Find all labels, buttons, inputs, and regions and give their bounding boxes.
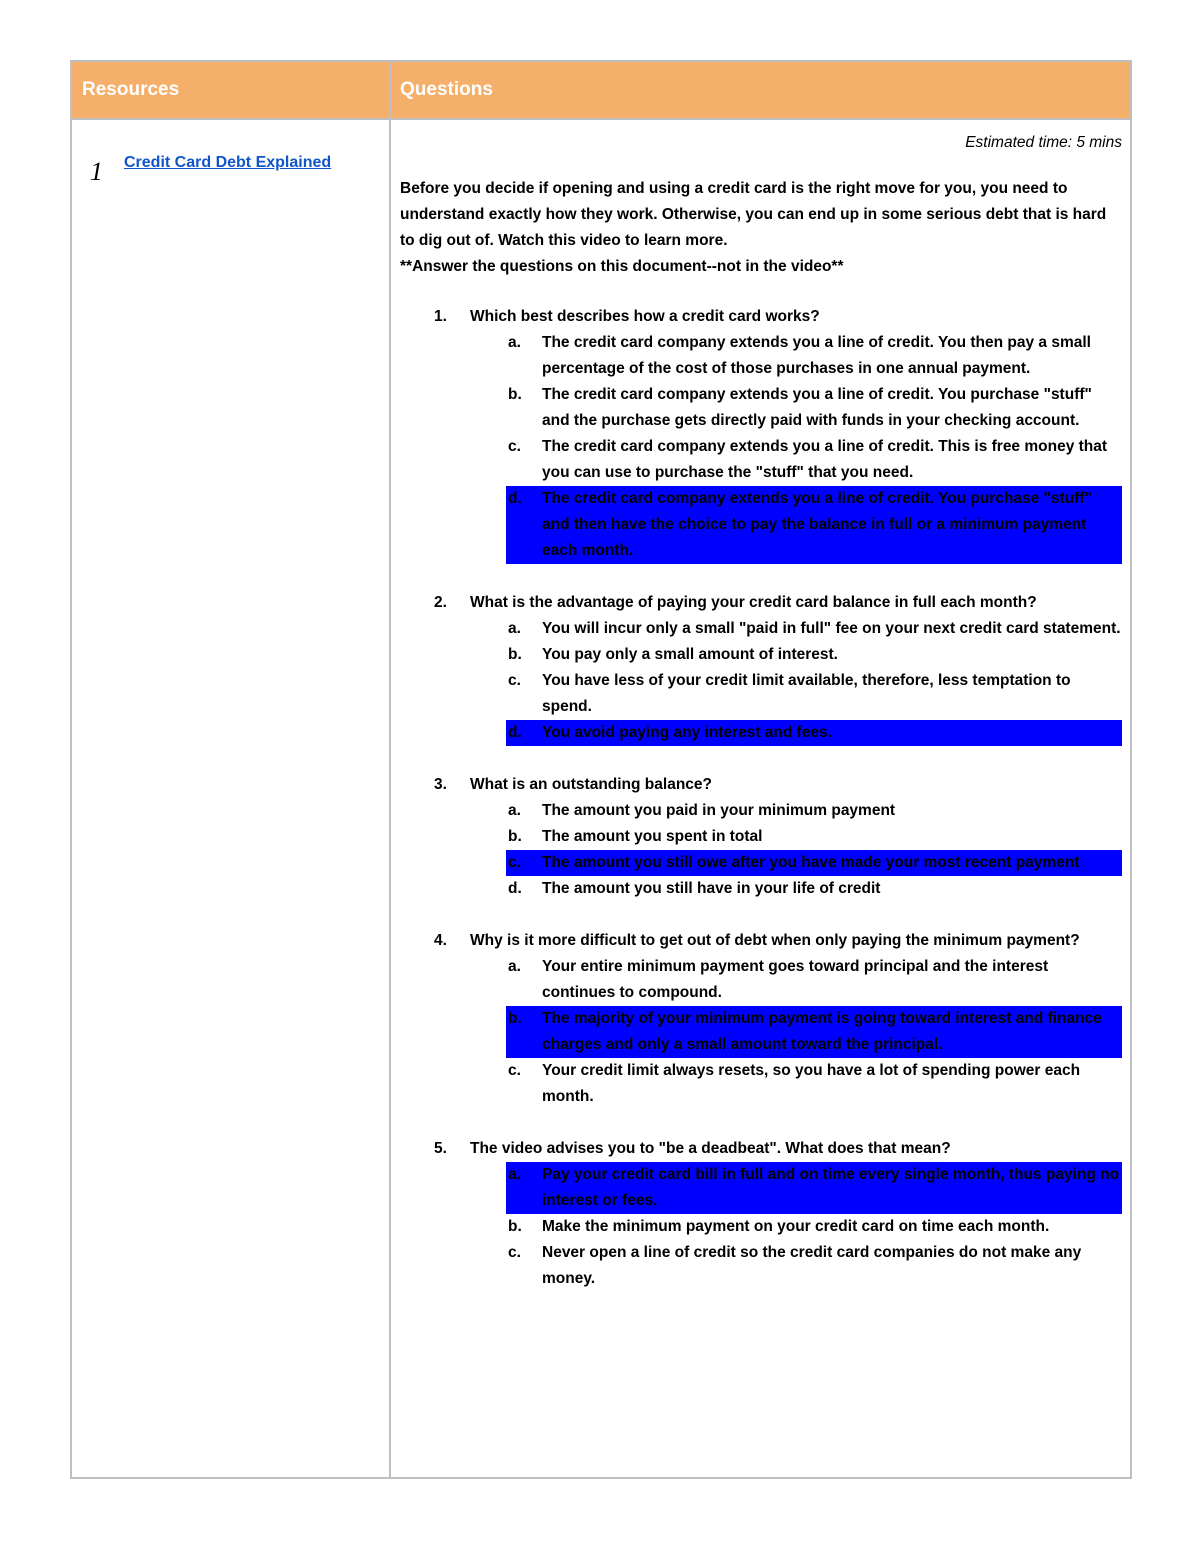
option-text: Your entire minimum payment goes toward principal and the interest continues to compound.: [542, 958, 1049, 1001]
worksheet-table: [70, 60, 1132, 1479]
answer-options: [470, 954, 1122, 1110]
answer-option: [470, 668, 1122, 720]
option-letter: a.: [508, 334, 521, 351]
question-number: 4.: [434, 932, 447, 949]
question-text: Why is it more difficult to get out of debt when only paying the minimum payment?: [470, 932, 1080, 949]
question-number: 2.: [434, 594, 447, 611]
option-text: The credit card company extends you a line of credit. This is free money that you can use to purchase the "stuff" that you need.: [542, 438, 1108, 481]
estimated-time: Estimated time: 5 mins: [965, 134, 1122, 151]
questions-list: [400, 304, 1122, 1292]
answer-option: [470, 382, 1122, 434]
answer-options: [470, 1162, 1122, 1292]
resources-column-header: Resources: [82, 79, 180, 100]
question-item: [400, 1136, 1122, 1292]
option-letter: b.: [508, 646, 522, 663]
option-letter: c.: [508, 672, 521, 689]
answer-option-highlighted: [506, 1162, 1122, 1214]
question-item: [400, 590, 1122, 746]
question-item: [400, 304, 1122, 564]
answer-options: [470, 616, 1122, 746]
option-text: You avoid paying any interest and fees.: [542, 724, 832, 741]
resource-video-link[interactable]: Credit Card Debt Explained: [124, 154, 332, 171]
option-letter: d.: [508, 880, 522, 897]
answer-option-highlighted: [506, 850, 1122, 876]
option-text: The amount you spent in total: [542, 828, 763, 845]
option-letter: a.: [508, 958, 521, 975]
answer-option: [470, 824, 1122, 850]
questions-column-header: Questions: [400, 79, 493, 100]
answer-option: [470, 1058, 1122, 1110]
answer-option: [470, 616, 1122, 642]
answer-options: [470, 330, 1122, 564]
option-text: You pay only a small amount of interest.: [542, 646, 838, 663]
answer-option-highlighted: [506, 720, 1122, 746]
answer-option: [470, 1240, 1122, 1292]
question-text: The video advises you to "be a deadbeat". What does that mean?: [470, 1140, 951, 1157]
questions-cell: [400, 118, 1122, 1318]
intro-note: **Answer the questions on this document--not in the video**: [400, 258, 844, 275]
question-text: What is an outstanding balance?: [470, 776, 712, 793]
option-letter: c.: [508, 438, 521, 455]
option-text: The amount you still owe after you have made your most recent payment: [542, 854, 1080, 871]
option-text: The credit card company extends you a line of credit. You purchase "stuff" and then have the choice to pay the balance in full or a minimum payment each month.: [542, 490, 1092, 559]
option-letter: b.: [508, 828, 522, 845]
option-text: The majority of your minimum payment is going toward interest and finance charges and only a small amount toward the principal.: [542, 1010, 1102, 1053]
table-header: [72, 62, 1130, 120]
option-letter: b.: [508, 1010, 522, 1027]
option-letter: a.: [508, 1166, 521, 1183]
answer-option: [470, 330, 1122, 382]
option-text: The credit card company extends you a line of credit. You then pay a small percentage of the cost of those purchases in one annual payment.: [542, 334, 1091, 377]
question-number: 5.: [434, 1140, 447, 1157]
option-letter: c.: [508, 854, 521, 871]
option-text: Never open a line of credit so the credit card companies do not make any money.: [542, 1244, 1082, 1287]
option-letter: b.: [508, 1218, 522, 1235]
option-letter: a.: [508, 802, 521, 819]
option-letter: b.: [508, 386, 522, 403]
answer-option: [470, 1214, 1122, 1240]
question-text: What is the advantage of paying your credit card balance in full each month?: [470, 594, 1037, 611]
option-text: The credit card company extends you a line of credit. You purchase "stuff" and the purchase gets directly paid with funds in your checking account.: [542, 386, 1092, 429]
answer-option: [470, 642, 1122, 668]
option-letter: a.: [508, 620, 521, 637]
option-letter: c.: [508, 1062, 521, 1079]
question-number: 1.: [434, 308, 447, 325]
option-letter: d.: [508, 724, 522, 741]
option-text: Your credit limit always resets, so you have a lot of spending power each month.: [542, 1062, 1081, 1105]
question-number: 3.: [434, 776, 447, 793]
answer-options: [470, 798, 1122, 902]
resource-number: 1: [90, 157, 103, 186]
question-text: Which best describes how a credit card works?: [470, 308, 820, 325]
option-letter: d.: [508, 490, 522, 507]
answer-option: [470, 876, 1122, 902]
intro-paragraph: Before you decide if opening and using a credit card is the right move for you, you need to understand exactly how they work. Otherwise, you can end up in some serious debt that is hard to dig out of. Watch this video to learn more.: [400, 180, 1107, 249]
answer-option: [470, 798, 1122, 824]
question-item: [400, 772, 1122, 902]
answer-option: [470, 434, 1122, 486]
question-item: [400, 928, 1122, 1110]
column-divider: [389, 62, 391, 1477]
option-text: The amount you paid in your minimum payment: [542, 802, 896, 819]
answer-option: [470, 954, 1122, 1006]
option-text: You have less of your credit limit available, therefore, less temptation to spend.: [542, 672, 1071, 715]
option-text: The amount you still have in your life of credit: [542, 880, 881, 897]
option-text: Pay your credit card bill in full and on time every single month, thus paying no interest or fees.: [542, 1166, 1120, 1209]
option-letter: c.: [508, 1244, 521, 1261]
answer-option-highlighted: [506, 1006, 1122, 1058]
option-text: You will incur only a small "paid in full" fee on your next credit card statement.: [542, 620, 1121, 637]
answer-option-highlighted: [506, 486, 1122, 564]
option-text: Make the minimum payment on your credit card on time each month.: [542, 1218, 1050, 1235]
